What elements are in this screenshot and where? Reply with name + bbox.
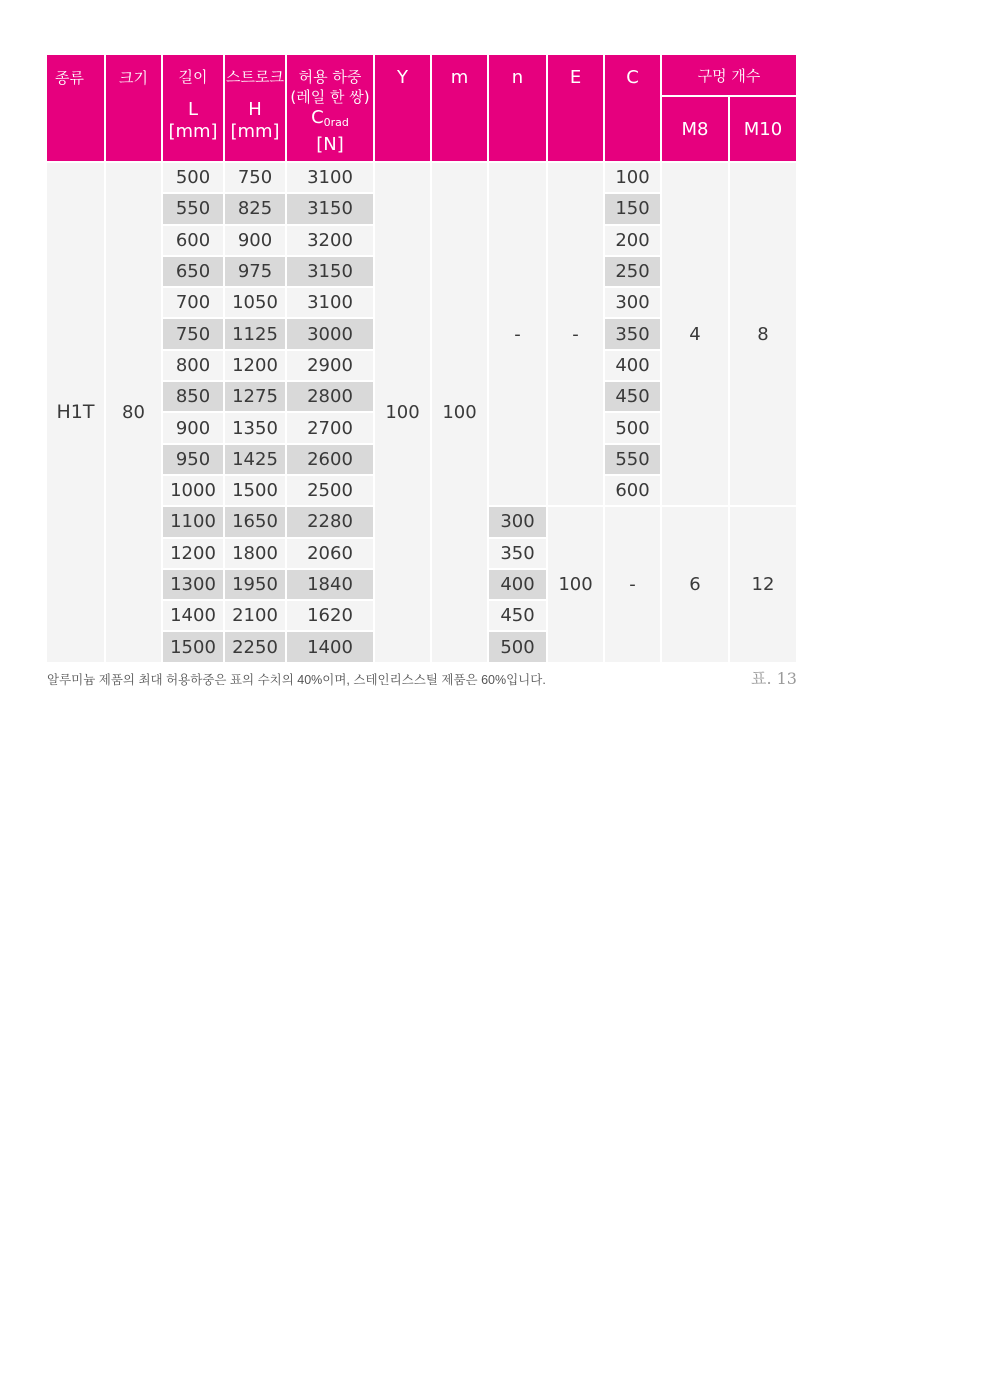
header-length-unit: [mm] bbox=[168, 121, 218, 142]
header-m8: M8 bbox=[662, 97, 728, 161]
length-cell: 600 bbox=[163, 226, 223, 255]
c-cell: 150 bbox=[605, 194, 660, 223]
header-length bbox=[163, 55, 223, 161]
length-cell: 850 bbox=[163, 382, 223, 411]
c-cell: 300 bbox=[605, 288, 660, 317]
length-cell: 800 bbox=[163, 351, 223, 380]
n-cell: 400 bbox=[489, 570, 546, 599]
c-cell: 350 bbox=[605, 319, 660, 348]
table-body bbox=[47, 163, 796, 662]
header-m: m bbox=[432, 55, 487, 161]
n-cell: 300 bbox=[489, 507, 546, 536]
size-cell: 80 bbox=[106, 163, 161, 662]
load-cell: 2700 bbox=[287, 413, 373, 442]
stroke-cell: 975 bbox=[225, 257, 285, 286]
c-cell: 200 bbox=[605, 226, 660, 255]
header-size: 크기 bbox=[106, 55, 161, 161]
m8-cell: 4 bbox=[662, 163, 728, 505]
n-cell: 350 bbox=[489, 539, 546, 568]
length-cell: 1100 bbox=[163, 507, 223, 536]
load-cell: 1620 bbox=[287, 601, 373, 630]
c-cell: 450 bbox=[605, 382, 660, 411]
length-cell: 700 bbox=[163, 288, 223, 317]
load-cell: 3150 bbox=[287, 194, 373, 223]
stroke-cell: 1125 bbox=[225, 319, 285, 348]
length-cell: 500 bbox=[163, 163, 223, 192]
table-header bbox=[47, 55, 796, 161]
stroke-cell: 1425 bbox=[225, 445, 285, 474]
load-cell: 3200 bbox=[287, 226, 373, 255]
load-cell: 2800 bbox=[287, 382, 373, 411]
stroke-cell: 1275 bbox=[225, 382, 285, 411]
header-stroke-unit: [mm] bbox=[230, 121, 280, 142]
stroke-cell: 1800 bbox=[225, 539, 285, 568]
header-load-symbol: $C_{0rad}$ bbox=[311, 107, 349, 129]
stroke-cell: 1200 bbox=[225, 351, 285, 380]
type-cell: H1T bbox=[47, 163, 104, 662]
load-cell: 3100 bbox=[287, 288, 373, 317]
e-cell-merged: 100 bbox=[548, 507, 603, 661]
load-cell: 1400 bbox=[287, 632, 373, 661]
n-cell: 500 bbox=[489, 632, 546, 661]
header-holes: 구멍 개수 bbox=[662, 55, 796, 95]
m10-cell: 8 bbox=[730, 163, 796, 505]
m-cell: 100 bbox=[432, 163, 487, 662]
load-cell: 1840 bbox=[287, 570, 373, 599]
load-cell: 2500 bbox=[287, 476, 373, 505]
table-reference: 표. 13 bbox=[751, 669, 797, 688]
header-c: C bbox=[605, 55, 660, 161]
m8-cell: 6 bbox=[662, 507, 728, 661]
load-cell: 2060 bbox=[287, 539, 373, 568]
load-cell: 2280 bbox=[287, 507, 373, 536]
spec-table bbox=[45, 53, 798, 664]
header-m10: M10 bbox=[730, 97, 796, 161]
header-type: 종류 bbox=[47, 55, 104, 161]
length-cell: 1000 bbox=[163, 476, 223, 505]
n-cell: 450 bbox=[489, 601, 546, 630]
length-cell: 900 bbox=[163, 413, 223, 442]
length-cell: 950 bbox=[163, 445, 223, 474]
header-load-label: 허용 하중 bbox=[298, 68, 362, 86]
stroke-cell: 825 bbox=[225, 194, 285, 223]
e-cell-merged: - bbox=[548, 163, 603, 505]
footnote: 알루미늄 제품의 최대 허용하중은 표의 수치의 40%이며, 스테인리스스틸 제품은 60%입니다. bbox=[47, 673, 546, 687]
m10-cell: 12 bbox=[730, 507, 796, 661]
length-cell: 1200 bbox=[163, 539, 223, 568]
stroke-cell: 1950 bbox=[225, 570, 285, 599]
stroke-cell: 2100 bbox=[225, 601, 285, 630]
length-cell: 1500 bbox=[163, 632, 223, 661]
load-cell: 2900 bbox=[287, 351, 373, 380]
c-cell: 600 bbox=[605, 476, 660, 505]
n-cell-merged: - bbox=[489, 163, 546, 505]
header-load-unit: [N] bbox=[316, 134, 344, 155]
stroke-cell: 750 bbox=[225, 163, 285, 192]
c-cell-merged: - bbox=[605, 507, 660, 661]
c-cell: 250 bbox=[605, 257, 660, 286]
length-cell: 750 bbox=[163, 319, 223, 348]
header-load-note: (레일 한 쌍) bbox=[290, 88, 370, 106]
header-y: Y bbox=[375, 55, 430, 161]
header-stroke-label: 스트로크 bbox=[226, 68, 284, 86]
header-stroke bbox=[225, 55, 285, 161]
c-cell: 400 bbox=[605, 351, 660, 380]
stroke-cell: 1500 bbox=[225, 476, 285, 505]
length-cell: 1300 bbox=[163, 570, 223, 599]
length-cell: 550 bbox=[163, 194, 223, 223]
c-cell: 500 bbox=[605, 413, 660, 442]
header-load bbox=[287, 55, 373, 161]
length-cell: 1400 bbox=[163, 601, 223, 630]
stroke-cell: 900 bbox=[225, 226, 285, 255]
stroke-cell: 2250 bbox=[225, 632, 285, 661]
load-cell: 3150 bbox=[287, 257, 373, 286]
header-stroke-symbol: H bbox=[248, 99, 262, 120]
header-n: n bbox=[489, 55, 546, 161]
load-cell: 3100 bbox=[287, 163, 373, 192]
load-cell: 3000 bbox=[287, 319, 373, 348]
load-cell: 2600 bbox=[287, 445, 373, 474]
length-cell: 650 bbox=[163, 257, 223, 286]
table-row bbox=[47, 163, 796, 192]
stroke-cell: 1650 bbox=[225, 507, 285, 536]
y-cell: 100 bbox=[375, 163, 430, 662]
header-length-label: 길이 bbox=[178, 68, 208, 86]
c-cell: 550 bbox=[605, 445, 660, 474]
header-length-symbol: L bbox=[187, 99, 199, 120]
header-e: E bbox=[548, 55, 603, 161]
c-cell: 100 bbox=[605, 163, 660, 192]
stroke-cell: 1350 bbox=[225, 413, 285, 442]
stroke-cell: 1050 bbox=[225, 288, 285, 317]
